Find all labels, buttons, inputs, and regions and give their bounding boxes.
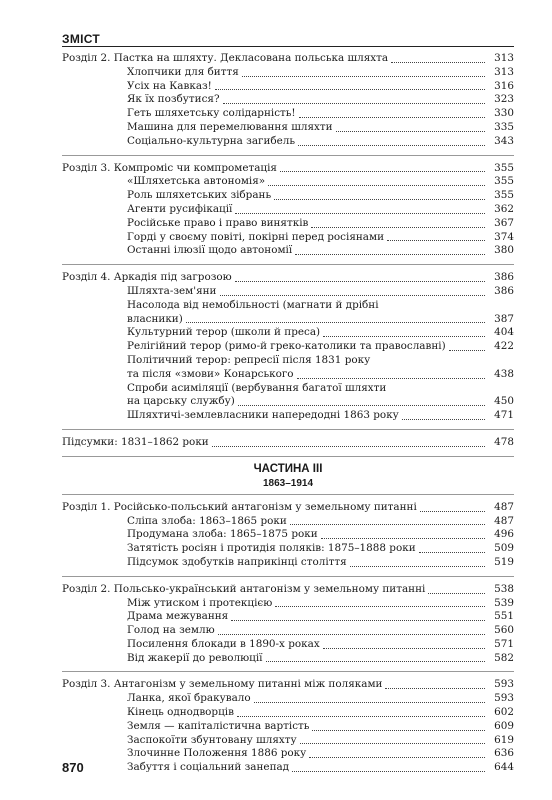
entry-title: Драма межування — [127, 610, 229, 623]
entry-page: 422 — [494, 340, 514, 353]
toc-chapter[interactable] — [62, 52, 514, 66]
toc-subentry[interactable] — [62, 720, 514, 734]
entry-page: 323 — [494, 93, 514, 106]
dot-leader — [391, 61, 485, 63]
toc-subentry[interactable] — [62, 107, 514, 121]
dot-leader — [311, 226, 485, 228]
entry-title: Голод на землю — [127, 624, 215, 637]
entry-title: Шляхтичі-землевласники напередодні 1863 року — [127, 409, 399, 422]
entry-title: Насолода від немобільності (магнати й дрібні — [127, 298, 379, 311]
entry-page: 387 — [494, 312, 514, 325]
dot-leader — [212, 445, 485, 447]
entry-title: на царську службу) — [127, 395, 235, 408]
toc-chapter[interactable] — [62, 678, 514, 692]
toc-subentry[interactable] — [62, 556, 514, 570]
part-title: ЧАСТИНА III — [253, 462, 323, 475]
dot-leader — [223, 102, 485, 104]
toc-subentry[interactable] — [62, 706, 514, 720]
dot-leader — [254, 701, 485, 703]
entry-page: 644 — [494, 761, 514, 774]
entry-page: 335 — [494, 120, 514, 133]
dot-leader — [385, 687, 485, 689]
entry-page: 374 — [494, 230, 514, 243]
entry-title: Продумана злоба: 1865–1875 роки — [127, 528, 318, 541]
toc-subentry[interactable] — [62, 368, 514, 382]
entry-title: Політичний терор: репресії після 1831 року — [127, 353, 371, 366]
toc-subentry[interactable] — [62, 395, 514, 409]
section-divider — [62, 576, 514, 577]
entry-page: 539 — [494, 596, 514, 609]
entry-title: та після «змови» Конарського — [127, 367, 294, 380]
dot-leader — [300, 742, 485, 744]
toc-subentry[interactable] — [62, 734, 514, 748]
entry-page: 478 — [494, 435, 514, 448]
entry-page: 313 — [494, 65, 514, 78]
dot-leader — [350, 565, 485, 567]
dot-leader — [297, 377, 485, 379]
entry-page: 404 — [494, 326, 514, 339]
dot-leader — [323, 647, 485, 649]
entry-page: 593 — [494, 692, 514, 705]
entry-page: 355 — [494, 175, 514, 188]
section-divider — [62, 264, 514, 265]
entry-page: 519 — [494, 555, 514, 568]
dot-leader — [238, 404, 485, 406]
entry-title: Земля — капіталістична вартість — [127, 719, 310, 732]
dot-leader — [280, 170, 485, 172]
entry-title: Ланка, якої бракувало — [127, 692, 251, 705]
toc-subentry[interactable] — [62, 409, 514, 423]
entry-title: Релігійний терор (римо-й греко-католики та православні) — [127, 340, 446, 353]
toc-subentry[interactable] — [62, 93, 514, 107]
dot-leader — [266, 660, 486, 662]
entry-page: 367 — [494, 216, 514, 229]
entry-title: Агенти русифікації — [127, 202, 233, 215]
dot-leader — [402, 418, 485, 420]
section-divider — [62, 456, 514, 457]
dot-leader — [215, 88, 485, 90]
entry-title: Розділ 2. Польсько-український антагонізм у земельному питанні — [62, 582, 426, 595]
entry-page: 551 — [494, 610, 514, 623]
entry-page: 386 — [494, 284, 514, 297]
toc-subentry[interactable] — [62, 244, 514, 258]
toc-chapter[interactable] — [62, 271, 514, 285]
entry-title: Між утиском і протекцією — [127, 596, 273, 609]
entry-title: Розділ 2. Пастка на шляхту. Декласована польська шляхта — [62, 52, 389, 64]
entry-title: Спроби асиміляції (вербування багатої шляхти — [127, 381, 387, 394]
toc-subentry[interactable] — [62, 638, 514, 652]
entry-page: 438 — [494, 367, 514, 380]
entry-title: Роль шляхетських зібрань — [127, 189, 272, 202]
entry-page: 343 — [494, 134, 514, 147]
toc-subentry[interactable] — [62, 652, 514, 666]
dot-leader — [295, 253, 485, 255]
entry-page: 496 — [494, 528, 514, 541]
dot-leader — [309, 756, 485, 758]
entry-page: 619 — [494, 733, 514, 746]
toc-subentry[interactable] — [62, 80, 514, 94]
header-rule — [62, 46, 514, 47]
entry-page: 487 — [494, 514, 514, 527]
entry-page: 330 — [494, 107, 514, 120]
toc-subentry[interactable] — [62, 135, 514, 149]
entry-page: 380 — [494, 244, 514, 257]
entry-page: 316 — [494, 79, 514, 92]
section-divider — [62, 494, 514, 495]
entry-page: 386 — [494, 271, 514, 284]
entry-title: Як їх позбутися? — [127, 93, 220, 106]
entry-page: 355 — [494, 189, 514, 202]
entry-title: Горді у своєму повіті, покірні перед росіянами — [127, 230, 385, 243]
toc-subentry[interactable] — [62, 597, 514, 611]
entry-title: Останні ілюзії щодо автономії — [127, 244, 293, 257]
toc-subentry[interactable] — [62, 66, 514, 80]
toc-subentry[interactable] — [62, 203, 514, 217]
dot-leader — [420, 510, 485, 512]
dot-leader — [428, 592, 485, 594]
toc-chapter[interactable] — [62, 162, 514, 176]
entry-title: Кінець однодворців — [127, 706, 234, 719]
toc-subentry[interactable] — [62, 354, 514, 368]
entry-title: Соціально-культурна загибель — [127, 134, 296, 147]
dot-leader — [387, 239, 485, 241]
entry-title: Розділ 3. Антагонізм у земельному питанні між поляками — [62, 678, 383, 691]
dot-leader — [274, 198, 485, 200]
toc-subentry[interactable] — [62, 285, 514, 299]
dot-leader — [275, 605, 485, 607]
entry-title: Усіх на Кавказ! — [127, 79, 212, 92]
entry-page: 471 — [494, 409, 514, 422]
dot-leader — [298, 144, 485, 146]
entry-title: Від жакерії до революції — [127, 651, 263, 664]
dot-leader — [323, 335, 485, 337]
entry-title: Машина для перемелювання шляхти — [127, 120, 333, 133]
entry-title: Сліпа злоба: 1863–1865 роки — [127, 514, 287, 527]
toc-subentry[interactable] — [62, 217, 514, 231]
toc-subentry[interactable] — [62, 231, 514, 245]
entry-page: 450 — [494, 395, 514, 408]
section-divider — [62, 671, 514, 672]
entry-title: Культурний терор (школи й преса) — [127, 326, 321, 339]
running-header: ЗМІСТ — [62, 32, 101, 46]
entry-title: Хлопчики для биття — [127, 65, 239, 78]
entry-page: 509 — [494, 542, 514, 555]
entry-page: 313 — [494, 52, 514, 64]
toc-subentry[interactable] — [62, 747, 514, 761]
dot-leader — [242, 75, 485, 77]
dot-leader — [290, 523, 485, 525]
dot-leader — [312, 729, 485, 731]
entry-page: 636 — [494, 747, 514, 760]
entry-title: Розділ 4. Аркадія під загрозою — [62, 271, 232, 284]
toc-subentry[interactable] — [62, 340, 514, 354]
entry-page: 362 — [494, 202, 514, 215]
entry-title: Посилення блокади в 1890-х роках — [127, 637, 320, 650]
toc-subentry[interactable] — [62, 542, 514, 556]
dot-leader — [299, 116, 485, 118]
entry-page: 560 — [494, 624, 514, 637]
entry-page: 487 — [494, 500, 514, 513]
toc-subentry[interactable] — [62, 382, 514, 396]
dot-leader — [268, 184, 485, 186]
dot-leader — [218, 633, 485, 635]
entry-page: 571 — [494, 637, 514, 650]
entry-page: 355 — [494, 161, 514, 174]
toc-subentry[interactable] — [62, 624, 514, 638]
dot-leader — [321, 537, 485, 539]
toc-subentry[interactable] — [62, 528, 514, 542]
toc-subentry[interactable] — [62, 189, 514, 203]
dot-leader — [449, 349, 485, 351]
entry-page: 602 — [494, 706, 514, 719]
entry-title: Заспокоїти збунтовану шляхту — [127, 733, 297, 746]
dot-leader — [186, 321, 485, 323]
entry-title: «Шляхетська автономія» — [127, 175, 266, 188]
section-divider — [62, 429, 514, 430]
entry-page: 609 — [494, 719, 514, 732]
entry-title: власники) — [127, 312, 183, 325]
entry-title: Злочинне Положення 1886 року — [127, 747, 307, 760]
entry-page: 593 — [494, 678, 514, 691]
dot-leader — [235, 280, 485, 282]
toc-subentry[interactable] — [62, 610, 514, 624]
toc-subentry[interactable] — [62, 761, 514, 775]
entry-title: Розділ 3. Компроміс чи компрометація — [62, 161, 277, 174]
table-of-contents — [62, 52, 514, 775]
dot-leader — [336, 130, 485, 132]
entry-title: Підсумок здобутків наприкінці століття — [127, 555, 347, 568]
dot-leader — [235, 212, 485, 214]
dot-leader — [237, 715, 485, 717]
toc-chapter[interactable] — [62, 583, 514, 597]
dot-leader — [419, 551, 485, 553]
section-divider — [62, 155, 514, 156]
dot-leader — [220, 294, 486, 296]
dot-leader — [292, 770, 485, 772]
toc-subentry[interactable] — [62, 299, 514, 313]
entry-title: Затятість росіян і протидія поляків: 1875–1888 роки — [127, 542, 416, 555]
dot-leader — [231, 619, 485, 621]
entry-title: Геть шляхетську солідарність! — [127, 107, 296, 120]
entry-title: Шляхта-зем'яни — [127, 284, 217, 297]
entry-title: Розділ 1. Російсько-польський антагонізм у земельному питанні — [62, 500, 417, 513]
toc-subentry[interactable] — [62, 121, 514, 135]
toc-subentry[interactable] — [62, 313, 514, 327]
toc-chapter[interactable] — [62, 501, 514, 515]
toc-subentry[interactable] — [62, 326, 514, 340]
entry-title: Забуття і соціальний занепад — [127, 761, 290, 774]
entry-title: Російське право і право винятків — [127, 216, 309, 229]
toc-subentry[interactable] — [62, 692, 514, 706]
toc-subentry[interactable] — [62, 175, 514, 189]
toc-subentry[interactable] — [62, 515, 514, 529]
entry-title: Підсумки: 1831–1862 роки — [62, 435, 209, 448]
page-number: 870 — [62, 760, 84, 775]
part-years: 1863–1914 — [262, 477, 314, 489]
toc-chapter[interactable] — [62, 436, 514, 450]
entry-page: 538 — [494, 582, 514, 595]
entry-page: 582 — [494, 651, 514, 664]
